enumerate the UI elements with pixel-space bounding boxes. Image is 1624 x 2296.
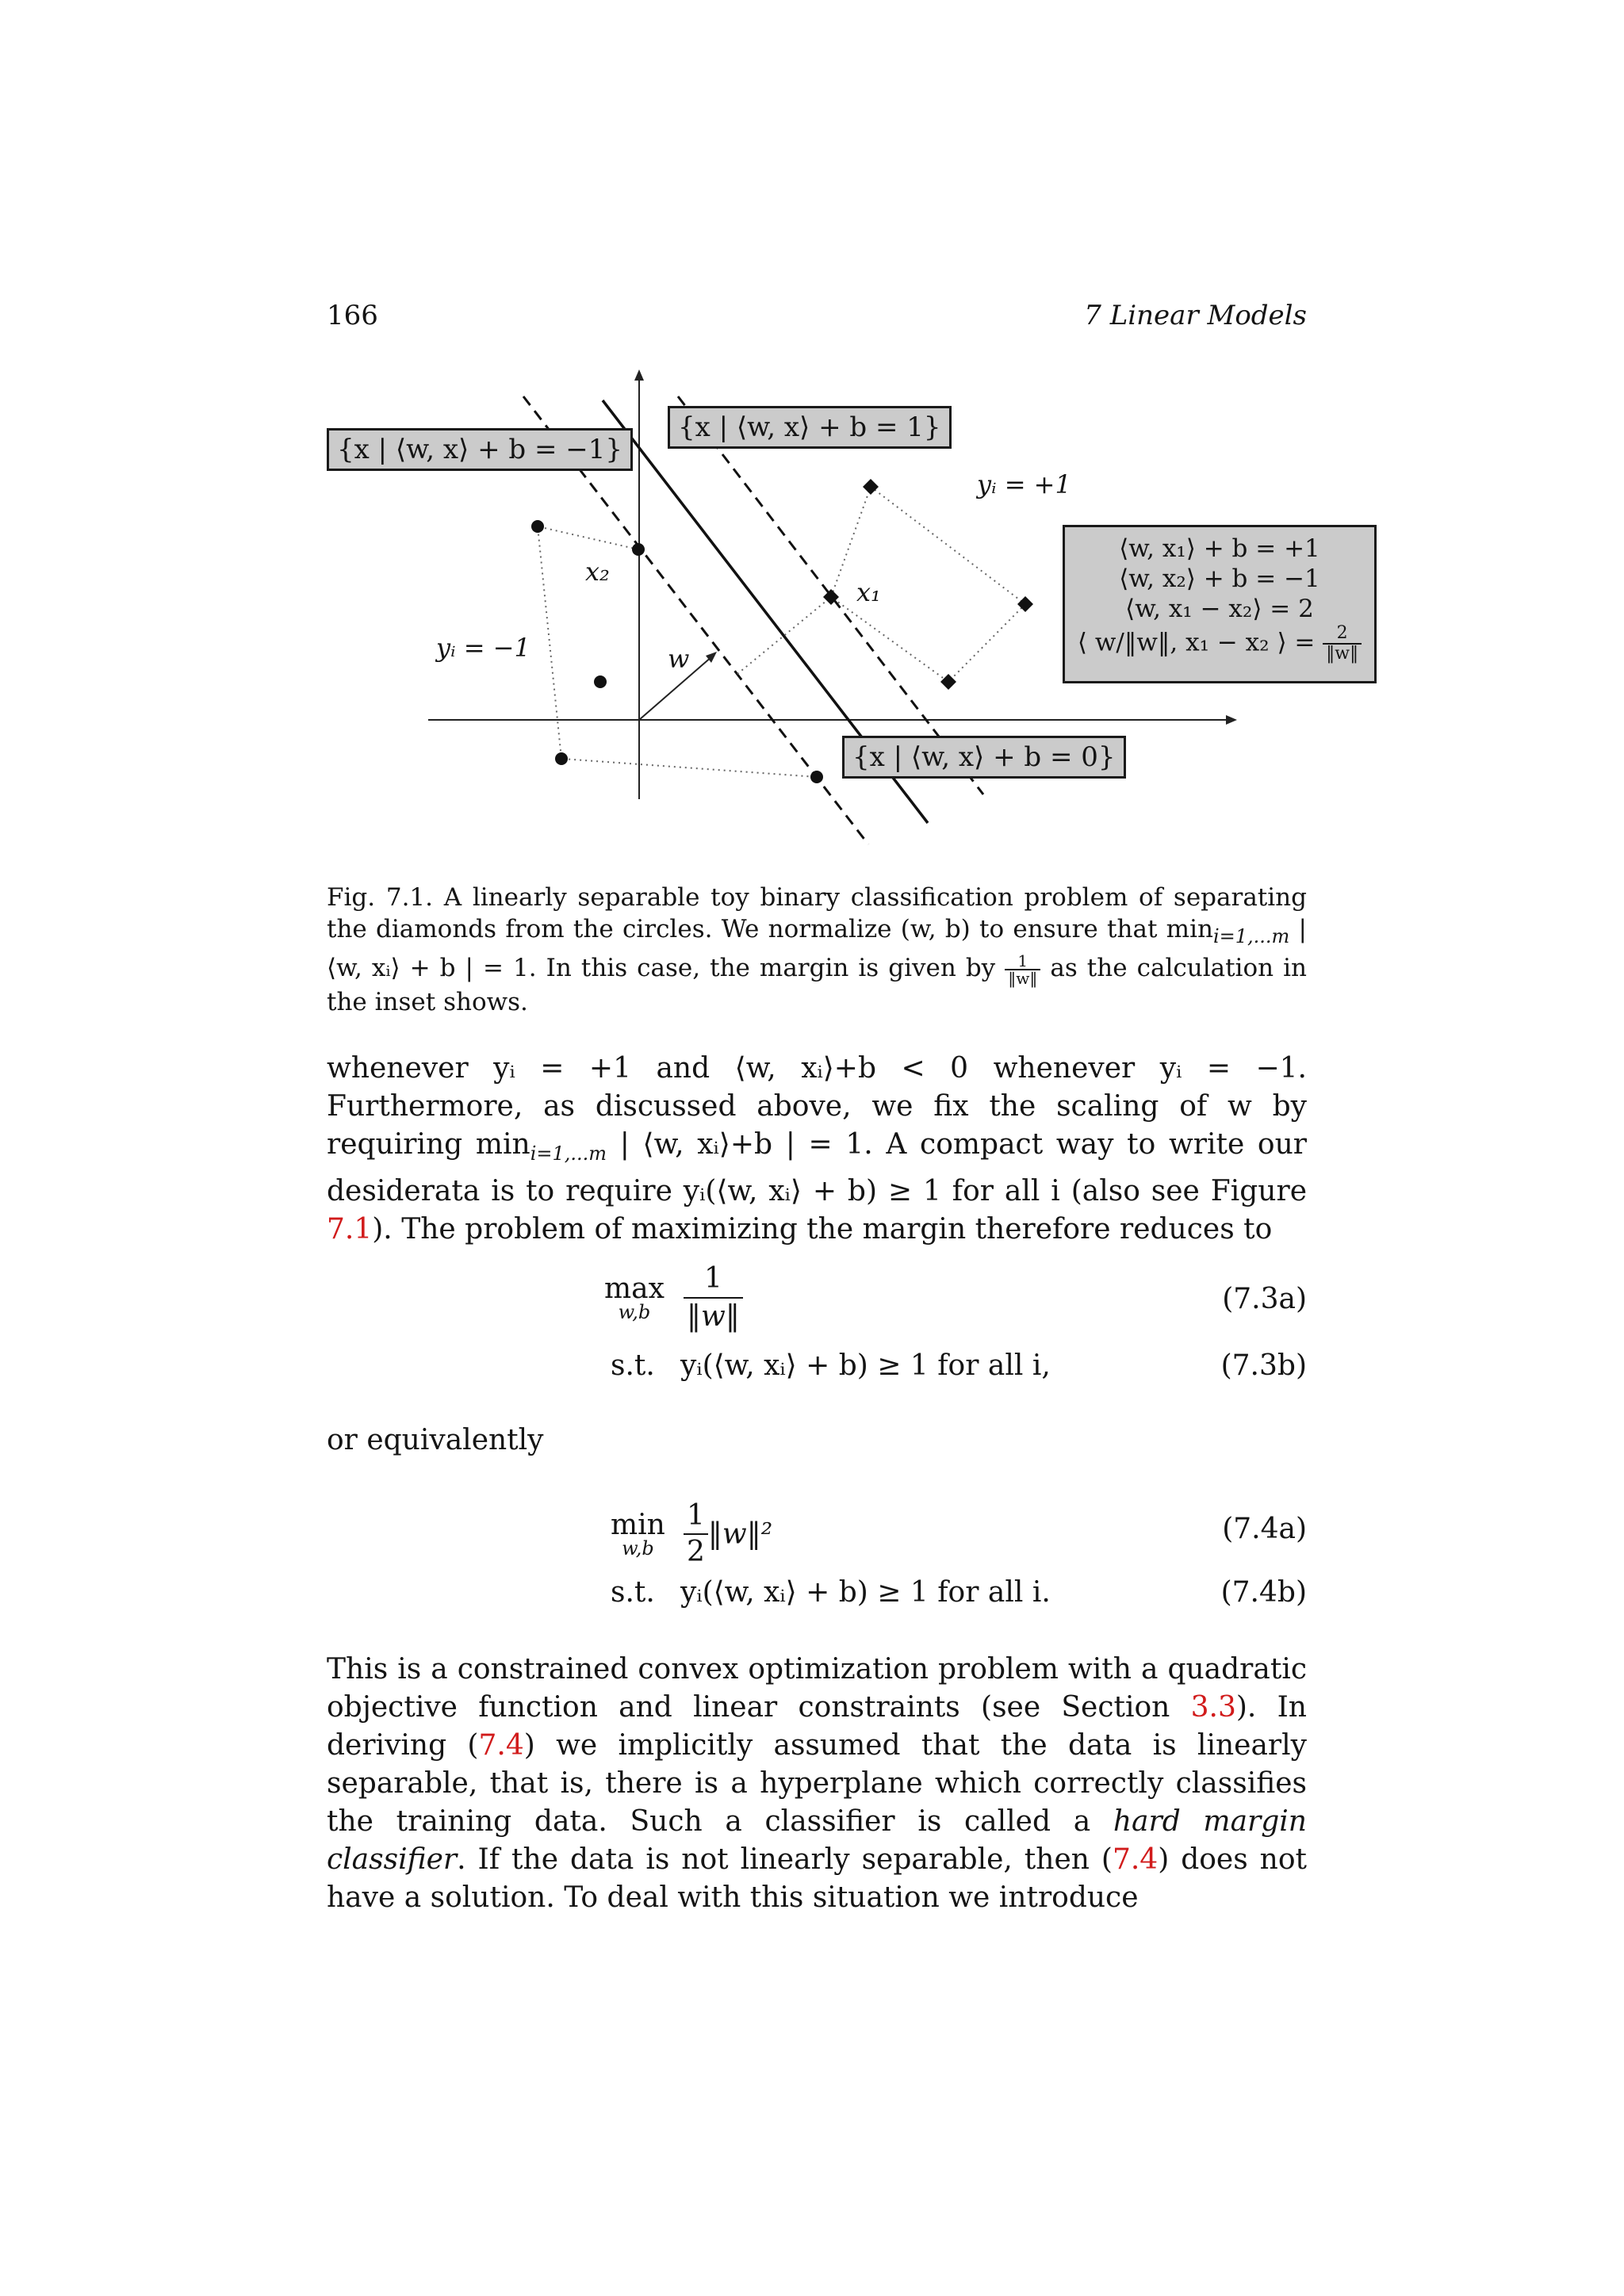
label-x1: x₁ [856,577,881,607]
caption-text-a: Fig. 7.1. A linearly separable toy binary classification problem of separating the diamonds from the circles. We normalize (w, b) to ensure that min [327,883,1307,943]
eq73a-max: max [604,1272,665,1305]
chapter-title: 7 Linear Models [1084,300,1307,331]
eq73a-label: (7.3a) [1222,1283,1307,1315]
caption-fraction [1005,953,1040,986]
label-w: w [668,644,690,674]
inset-line-2: ⟨w, x₂⟩ + b = −1 [1119,564,1320,593]
section-ref-3-3[interactable]: 3.3 [1190,1691,1236,1724]
eq73b-expr: yᵢ(⟨w, xᵢ⟩ + b) ≥ 1 for all i, [680,1349,1051,1382]
para1-text-a: whenever yᵢ = +1 and ⟨w, xᵢ⟩+b < 0 whenever yᵢ = −1. Furthermore, as discussed above, we fix the scaling of w by requiring min [327,1052,1307,1161]
eq73a-fraction [684,1261,743,1335]
eq74a-operator [611,1511,665,1557]
para2-text-c: ) we implicitly assumed that the data is linearly separable, that is, there is a hyperplane which correctly classifies the training data. Such a classifier is called a [327,1729,1307,1838]
hyperplane-plus-label: {x | ⟨w, x⟩ + b = 1} [668,406,952,449]
hyperplane-zero-label: {x | ⟨w, x⟩ + b = 0} [842,736,1126,779]
inset-line-4 [1065,624,1374,664]
circle-point [810,771,823,783]
paragraph-1 [327,1050,1307,1249]
para1-text-c: ). The problem of maximizing the margin therefore reduces to [372,1213,1273,1246]
para2-text-a: This is a constrained convex optimization problem with a quadratic objective function and linear constraints (see Section [327,1653,1307,1724]
circle-point [531,520,544,533]
eq73a-den: ‖w‖ [687,1300,740,1333]
or-equivalently: or equivalently [327,1424,544,1456]
inset-frac-num: 2 [1323,624,1362,645]
eq74a-fraction [684,1498,708,1570]
margin-inset [1063,525,1377,683]
para2-text-e: ) does not have a solution. To deal with this situation we introduce [327,1843,1307,1914]
label-x2: x₂ [585,557,610,587]
figure-caption [327,882,1307,1018]
inset-line-4-left: ⟨ w/‖w‖, x₁ − x₂ ⟩ = [1077,628,1316,657]
label-yminus: yᵢ = −1 [436,633,530,663]
page-number: 166 [327,300,378,331]
caption-text-b: | ⟨w, xᵢ⟩ + b | = 1. In this case, the margin is given by [327,915,1307,983]
eq74b-label: (7.4b) [1220,1576,1307,1609]
eq74a-min: min [611,1509,665,1541]
inset-line-1: ⟨w, x₁⟩ + b = +1 [1119,534,1320,563]
inset-frac-den: ‖w‖ [1326,644,1359,664]
hyperplane-minus-label: {x | ⟨w, x⟩ + b = −1} [327,428,633,471]
eq74a-norm: ‖w‖² [707,1517,773,1551]
eq74b-expr: yᵢ(⟨w, xᵢ⟩ + b) ≥ 1 for all i. [680,1576,1051,1609]
eq74a-expr [684,1498,772,1570]
eq74a-num: 1 [684,1498,708,1535]
circle-point [594,675,607,688]
para2-text-d: . If the data is not linearly separable, then ( [457,1843,1113,1876]
para2-emphasis: hard margin classifier [327,1805,1307,1876]
eq73a-operator [604,1272,665,1323]
eq73a-num: 1 [684,1261,743,1299]
eq74a-label: (7.4a) [1222,1513,1307,1545]
eq-ref-7-4-b[interactable]: 7.4 [1112,1843,1159,1876]
eq-ref-7-4[interactable]: 7.4 [478,1729,524,1762]
label-yplus: yᵢ = +1 [977,469,1071,499]
para1-text-b: | ⟨w, xᵢ⟩+b | = 1. A compact way to write our desiderata is to require yᵢ(⟨w, xᵢ⟩ + b) ≥ 1 for all i (also see Figure [327,1128,1307,1208]
diamond-point [1017,596,1033,612]
caption-frac-den: ‖w‖ [1008,968,1038,988]
para1-sub: i=1,...m [530,1142,607,1165]
caption-frac-num: 1 [1005,953,1040,970]
paragraph-2 [327,1651,1307,1917]
diamond-point [940,674,956,690]
eq74a-den: 2 [687,1536,705,1568]
eq74a-sub: w,b [622,1537,654,1559]
para2-text-b: ). In deriving ( [327,1691,1307,1762]
eq73b-st: s.t. [611,1349,655,1382]
inset-fraction [1323,624,1362,664]
circle-point [555,752,568,765]
caption-text-c: as the calculation in the inset shows. [327,954,1307,1016]
caption-sub: i=1,...m [1212,925,1290,948]
eq73b-label: (7.3b) [1220,1349,1307,1382]
eq73a-sub: w,b [618,1301,651,1323]
figure-ref-7-1[interactable]: 7.1 [327,1213,373,1246]
diamond-point [863,479,879,495]
eq74b-st: s.t. [611,1576,655,1609]
circle-point-x2 [632,543,645,556]
x-axis-arrow [1226,715,1237,725]
y-axis-arrow [634,369,644,381]
inset-line-3: ⟨w, x₁ − x₂⟩ = 2 [1125,595,1314,623]
